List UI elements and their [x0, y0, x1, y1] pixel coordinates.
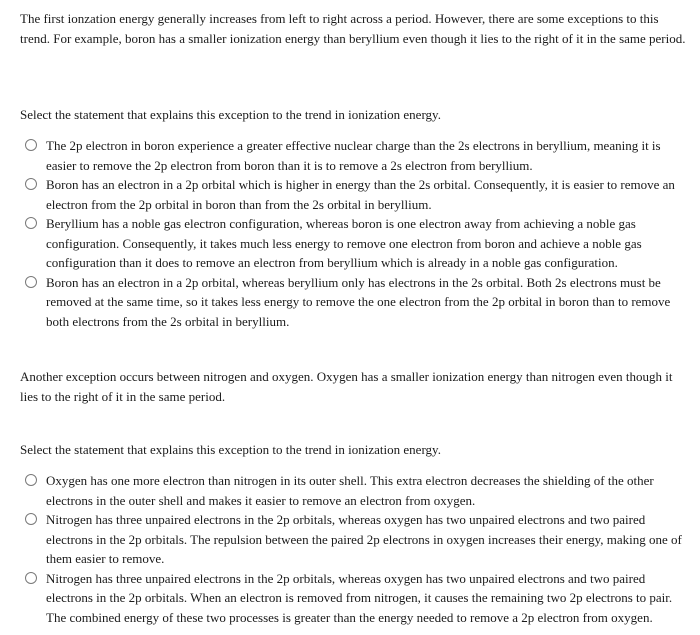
q2-option-2[interactable] — [20, 510, 686, 569]
radio-button[interactable] — [25, 139, 37, 151]
option-label: Beryllium has a noble gas electron configuration, whereas boron is one electron away from achieving a noble gas configuration. Consequently, it takes much less energy to remove one electron from boron and achieve a noble gas configuration than it does to remove an electron from beryllium which is already in a noble gas configuration. — [46, 216, 642, 270]
q2-option-1[interactable] — [20, 471, 686, 510]
intro-text: Another exception occurs between nitrogen and oxygen. Oxygen has a smaller ionization energy than nitrogen even though it lies to the right of it in the same period. — [20, 369, 673, 404]
question-1-prompt — [20, 105, 686, 125]
radio-button[interactable] — [25, 217, 37, 229]
radio-button[interactable] — [25, 513, 37, 525]
option-label: Boron has an electron in a 2p orbital, whereas beryllium only has electrons in the 2s orbital. Both 2s electrons must be removed at the same time, so it takes less energy to remove the one electron from the 2p orbital in boron than to remove both electrons from the 2s orbital in beryllium. — [46, 274, 671, 329]
prompt-text: Select the statement that explains this exception to the trend in ionization energy. — [20, 107, 441, 122]
radio-button[interactable] — [25, 572, 37, 584]
option-label: Boron has an electron in a 2p orbital which is higher in energy than the 2s orbital. Consequently, it is easier to remove an electron from the 2p orbital in boron than from the 2s orbital in beryllium. — [46, 177, 675, 212]
question-2-intro — [20, 367, 686, 406]
q1-option-4[interactable] — [20, 273, 686, 332]
radio-button[interactable] — [25, 276, 37, 288]
q1-option-2[interactable] — [20, 175, 686, 214]
q2-option-3[interactable] — [20, 569, 686, 628]
option-label: The 2p electron in boron experience a greater effective nuclear charge than the 2s electrons in beryllium, meaning it is easier to remove the 2p electron from boron than it is to remove a 2s electron from beryllium. — [46, 138, 661, 173]
question-1-options — [20, 136, 686, 331]
option-label: Nitrogen has three unpaired electrons in the 2p orbitals, whereas oxygen has two unpaired electrons and two paired electrons in the 2p orbitals. The repulsion between the paired 2p electrons in oxygen increases their energy, making one of them easier to remove. — [46, 512, 682, 566]
question-1-intro — [20, 9, 686, 48]
question-2-prompt — [20, 440, 686, 460]
q1-option-3[interactable] — [20, 214, 686, 273]
radio-button[interactable] — [25, 474, 37, 486]
option-label: Oxygen has one more electron than nitrogen in its outer shell. This extra electron decreases the shielding of the other electrons in the outer shell and makes it easier to remove an electron from oxygen. — [46, 473, 654, 508]
option-label: Nitrogen has three unpaired electrons in the 2p orbitals, whereas oxygen has two unpaired electrons and two paired electrons in the 2p orbitals. When an electron is removed from nitrogen, it causes the remaining two 2p electrons to pair. The combined energy of these two processes is greater than the energy needed to remove a 2p electron from oxygen. — [46, 570, 673, 625]
question-2-options — [20, 471, 686, 627]
radio-button[interactable] — [25, 178, 37, 190]
prompt-text: Select the statement that explains this exception to the trend in ionization energy. — [20, 442, 441, 457]
q1-option-1[interactable] — [20, 136, 686, 175]
intro-text: The first ionzation energy generally increases from left to right across a period. However, there are some exceptions to this trend. For example, boron has a smaller ionization energy than beryllium even though it lies to the right of it in the same period. — [20, 11, 686, 46]
